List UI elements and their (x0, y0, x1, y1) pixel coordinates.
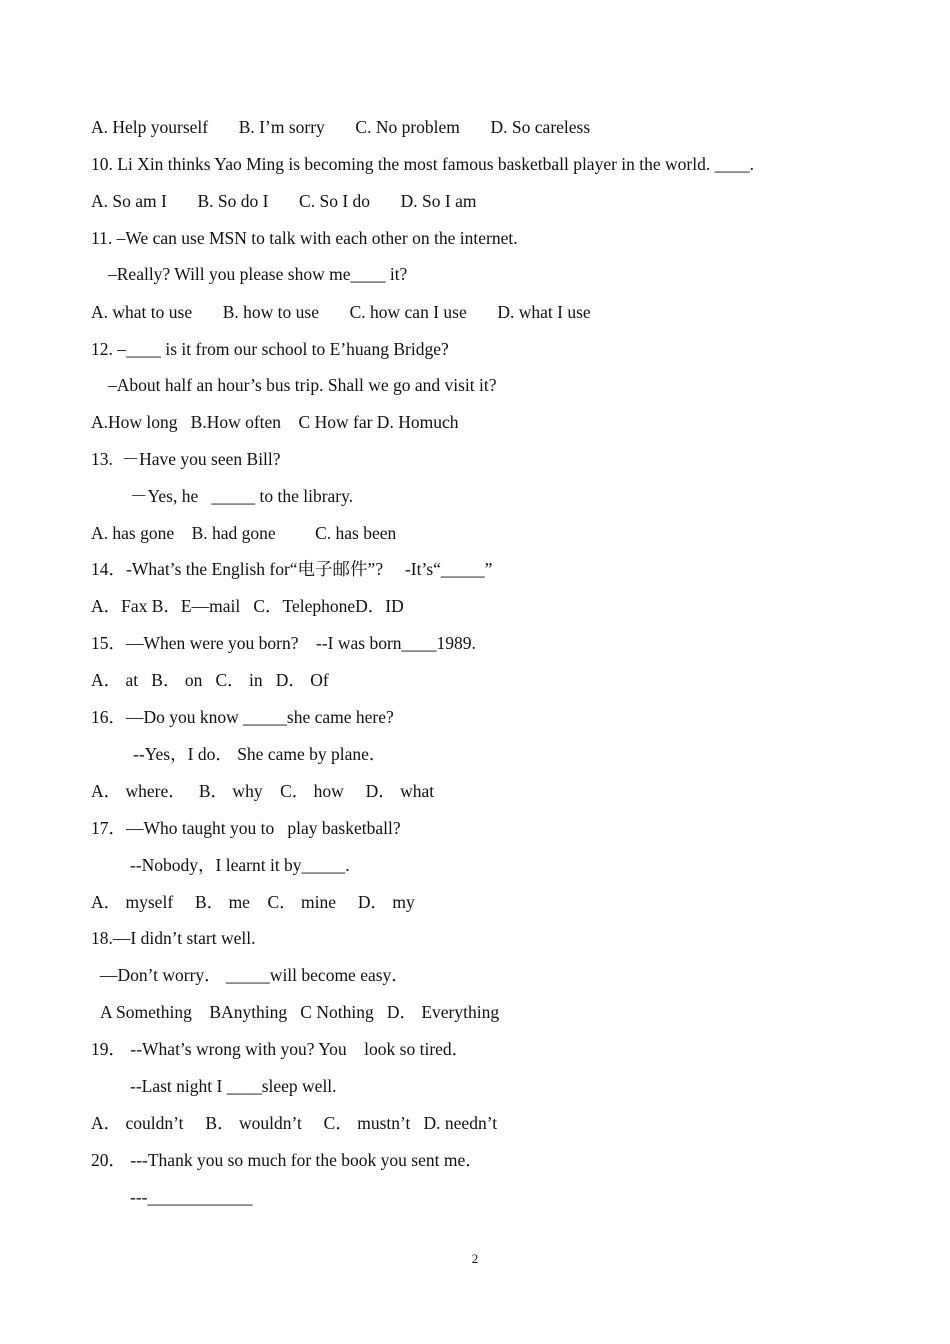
options-line: A.How long B.How often C How far D. Homuch (91, 412, 459, 432)
options-line: A． at B． on C． in D． Of (91, 670, 329, 690)
question-line: 19． --What’s wrong with you? You look so tired． (91, 1039, 470, 1059)
options-line: A Something BAnything C Nothing D． Everything (100, 1002, 500, 1022)
dialogue-line: --Nobody，I learnt it by_____. (130, 855, 350, 875)
question-line: 16．—Do you know _____she came here? (91, 707, 394, 727)
options-line: A. what to use B. how to use C. how can I use D. what I use (91, 302, 591, 322)
question-line: 20． ---Thank you so much for the book you sent me． (91, 1150, 483, 1170)
options-line: A．Fax B．E—mail C．TelephoneD．ID (91, 596, 404, 616)
question-line: 17．—Who taught you to play basketball? (91, 818, 401, 838)
dialogue-line: --Last night I ____sleep well. (130, 1076, 337, 1096)
question-line: 10. Li Xin thinks Yao Ming is becoming the most famous basketball player in the world. ____. (91, 154, 754, 174)
dialogue-line: –About half an hour’s bus trip. Shall we go and visit it? (108, 375, 497, 395)
options-line: A. So am I B. So do I C. So I do D. So I am (91, 191, 477, 211)
question-line: 13. －Have you seen Bill? (91, 449, 281, 469)
options-line: A. has gone B. had gone C. has been (91, 523, 397, 543)
dialogue-line: －Yes, he _____ to the library. (130, 486, 354, 506)
options-line: A． myself B． me C． mine D． my (91, 892, 415, 912)
options-line: A． where． B． why C． how D． what (91, 781, 435, 801)
question-line: 12. –____ is it from our school to E’huang Bridge? (91, 339, 449, 359)
dialogue-line: ---____________ (130, 1187, 253, 1207)
dialogue-line: —Don’t worry． _____will become easy． (100, 965, 409, 985)
dialogue-line: --Yes，I do． She came by plane． (133, 744, 387, 764)
options-line: A． couldn’t B． wouldn’t C． mustn’t D. needn’t (91, 1113, 498, 1133)
question-line: 15．—When were you born? --I was born____1989. (91, 633, 476, 653)
text-line: A. Help yourself B. I’m sorry C. No problem D. So careless (91, 117, 591, 137)
page-number: 2 (471, 1251, 479, 1266)
question-line: 18.—I didn’t start well. (91, 928, 256, 948)
dialogue-line: –Really? Will you please show me____ it? (108, 264, 408, 284)
question-line: 14．-What’s the English for“电子邮件”? -It’s“_____” (91, 559, 493, 579)
question-line: 11. –We can use MSN to talk with each other on the internet. (91, 228, 518, 248)
